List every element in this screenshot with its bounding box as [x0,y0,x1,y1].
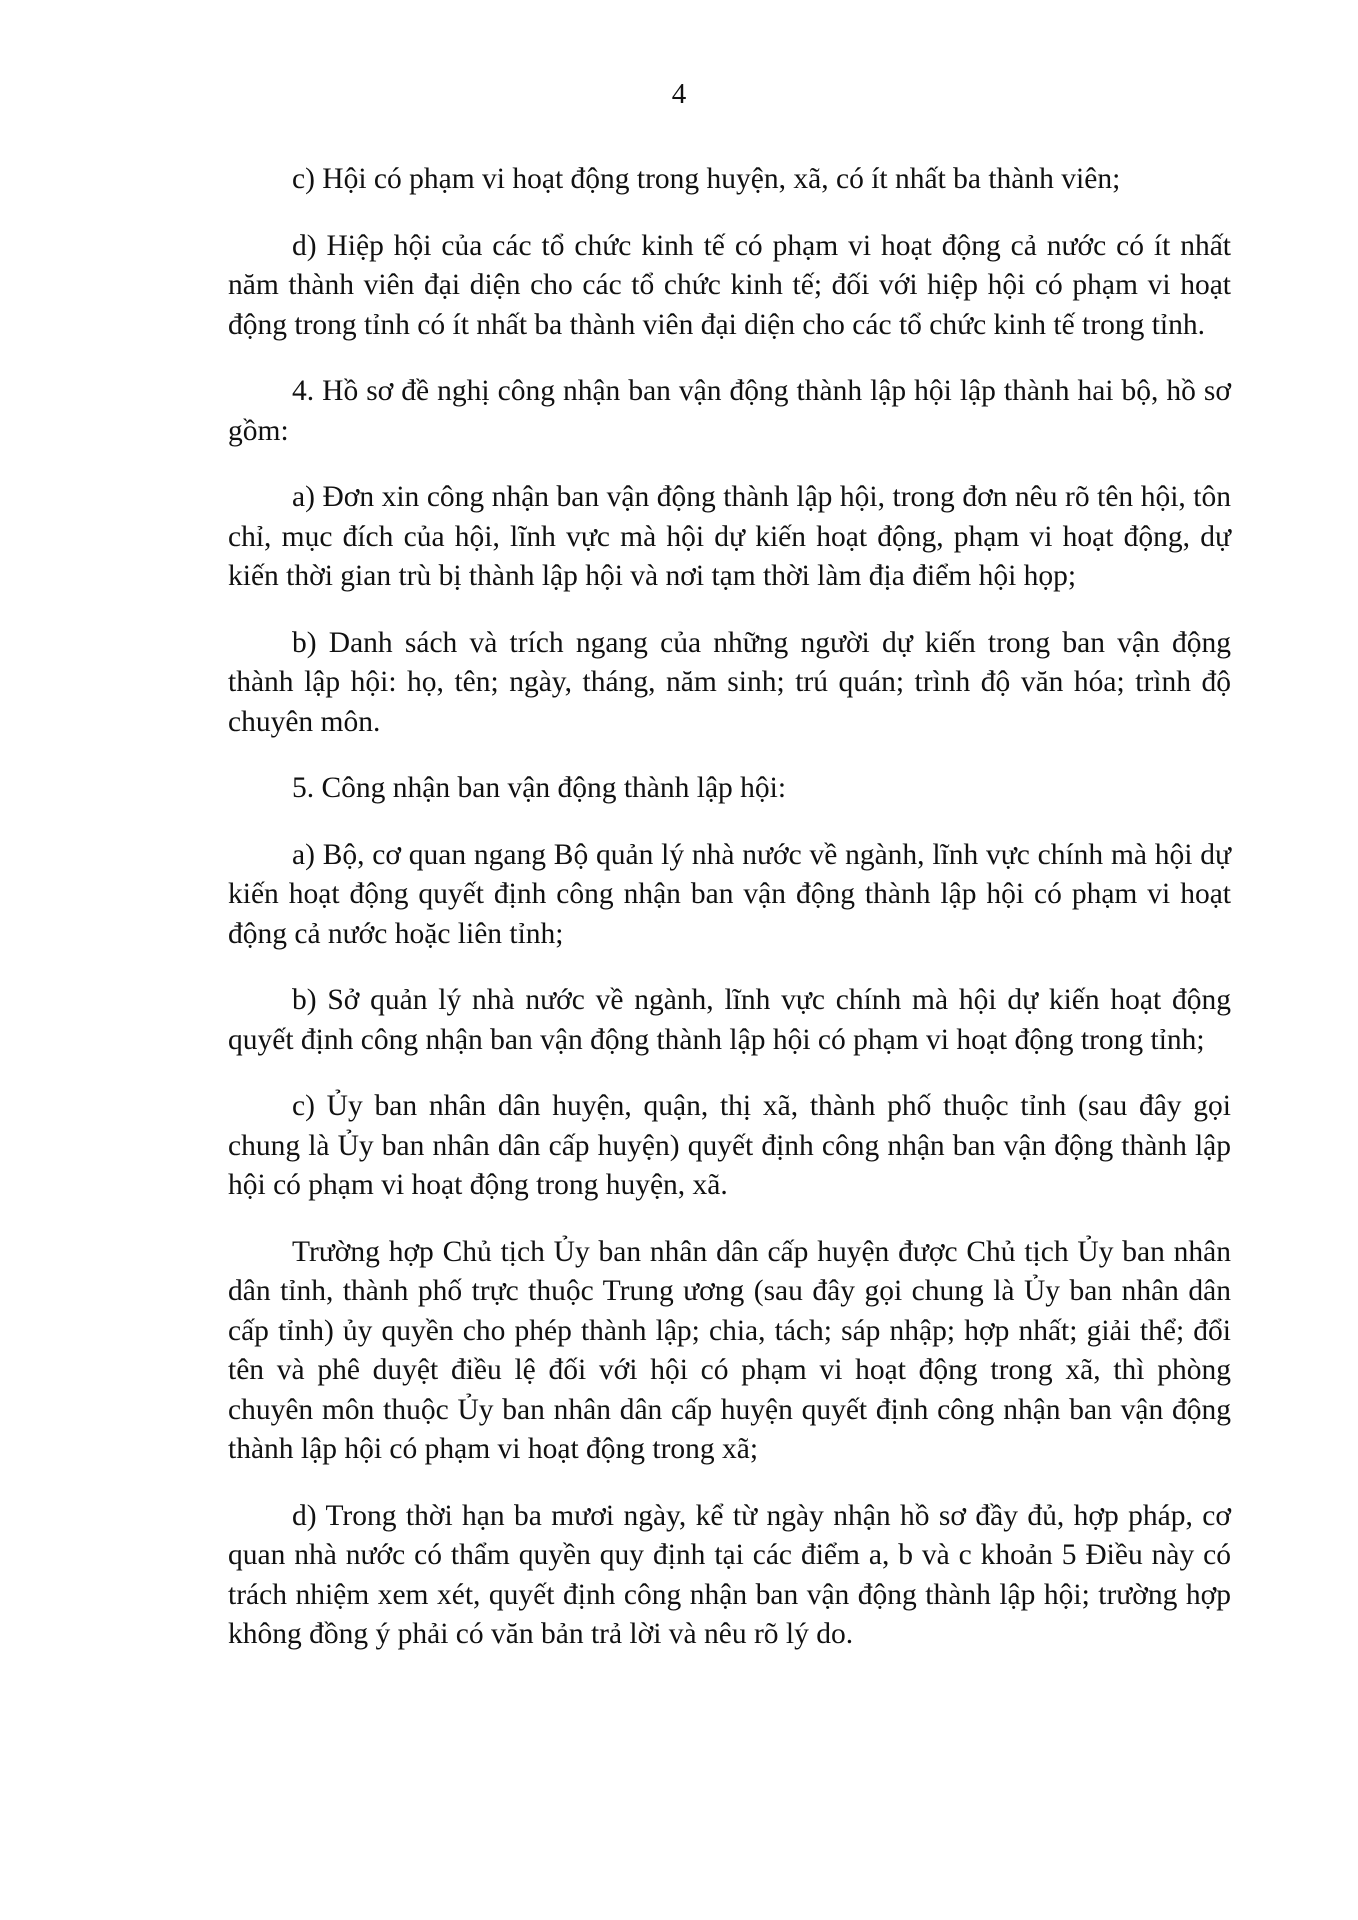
paragraph-4a: a) Đơn xin công nhận ban vận động thành lập hội, trong đơn nêu rõ tên hội, tôn chỉ, mục đích của hội, lĩnh vực mà hội dự kiến hoạt động, phạm vi hoạt động, dự kiến thời gian trù bị thành lập hội và nơi tạm thời làm địa điểm hội họp; [228,481,1231,592]
page-number: 4 [671,78,687,110]
paragraph-5d: d) Trong thời hạn ba mươi ngày, kể từ ngày nhận hồ sơ đầy đủ, hợp pháp, cơ quan nhà nước có thẩm quyền quy định tại các điểm a, b và c khoản 5 Điều này có trách nhiệm xem xét, quyết định công nhận ban vận động thành lập hội; trường hợp không đồng ý phải có văn bản trả lời và nêu rõ lý do. [228,1499,1231,1650]
paragraph-4: 4. Hồ sơ đề nghị công nhận ban vận động thành lập hội lập thành hai bộ, hồ sơ gồm: [228,375,1231,447]
paragraph-5c: c) Ủy ban nhân dân huyện, quận, thị xã, thành phố thuộc tỉnh (sau đây gọi chung là Ủy ban nhân dân cấp huyện) quyết định công nhận ban vận động thành lập hội có phạm vi hoạt động trong huyện, xã. [228,1090,1231,1201]
paragraph-5-delegation: Trường hợp Chủ tịch Ủy ban nhân dân cấp huyện được Chủ tịch Ủy ban nhân dân tỉnh, thành phố trực thuộc Trung ương (sau đây gọi chung là Ủy ban nhân dân cấp tỉnh) ủy quyền cho phép thành lập; chia, tách; sáp nhập; hợp nhất; giải thể; đổi tên và phê duyệt điều lệ đối với hội có phạm vi hoạt động trong xã, thì phòng chuyên môn thuộc Ủy ban nhân dân cấp huyện quyết định công nhận ban vận động thành lập hội có phạm vi hoạt động trong xã; [228,1235,1231,1465]
paragraph-5: 5. Công nhận ban vận động thành lập hội: [292,772,787,804]
paragraph-3c: c) Hội có phạm vi hoạt động trong huyện, xã, có ít nhất ba thành viên; [292,163,1121,195]
document-body [228,160,1231,1682]
paragraph-4b: b) Danh sách và trích ngang của những người dự kiến trong ban vận động thành lập hội: họ, tên; ngày, tháng, năm sinh; trú quán; trình độ văn hóa; trình độ chuyên môn. [228,626,1231,738]
paragraph-5a: a) Bộ, cơ quan ngang Bộ quản lý nhà nước về ngành, lĩnh vực chính mà hội dự kiến hoạt động quyết định công nhận ban vận động thành lập hội có phạm vi hoạt động cả nước hoặc liên tỉnh; [228,838,1231,950]
paragraph-5b: b) Sở quản lý nhà nước về ngành, lĩnh vực chính mà hội dự kiến hoạt động quyết định công nhận ban vận động thành lập hội có phạm vi hoạt động trong tỉnh; [228,984,1231,1056]
paragraph-3d: d) Hiệp hội của các tổ chức kinh tế có phạm vi hoạt động cả nước có ít nhất năm thành viên đại diện cho các tổ chức kinh tế; đối với hiệp hội có phạm vi hoạt động trong tỉnh có ít nhất ba thành viên đại diện cho các tổ chức kinh tế trong tỉnh. [228,229,1231,341]
